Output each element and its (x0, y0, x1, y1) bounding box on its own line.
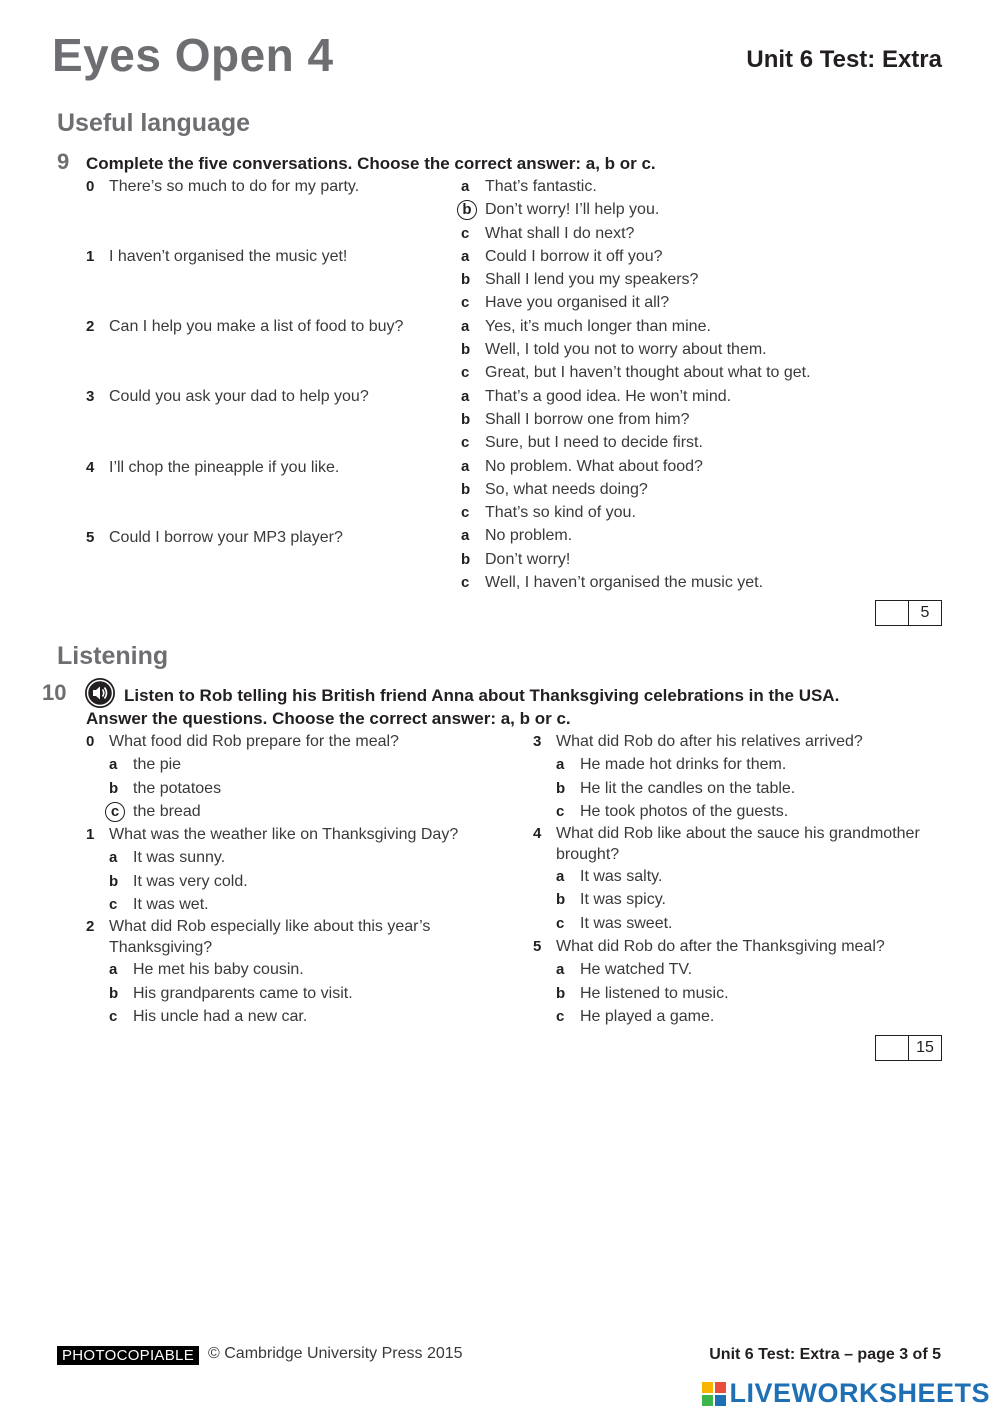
answer-circle: c (105, 802, 125, 822)
option-0b-circled[interactable]: b Don’t worry! I’ll help you. (461, 198, 811, 221)
listening-heading: Listening (57, 642, 169, 670)
question-1-option-b[interactable]: b It was very cold. (109, 872, 248, 890)
option-2b[interactable]: b Well, I told you not to worry about them. (461, 341, 767, 359)
liveworksheets-logo-icon (701, 1381, 727, 1407)
option-2c[interactable]: c Great, but I haven’t thought about what to get. (461, 364, 811, 382)
option-5a[interactable]: a No problem. (461, 527, 573, 545)
option-2a[interactable]: a Yes, it’s much longer than mine. (461, 317, 711, 335)
question-4-option-c[interactable]: c It was sweet. (556, 914, 673, 932)
option-1c[interactable]: c Have you organised it all? (461, 294, 670, 312)
question-2-option-b[interactable]: b His grandparents came to visit. (109, 984, 353, 1002)
speaker-icon (85, 678, 115, 708)
question-2: 2 What did Rob especially like about this year’s Thanksgiving? (86, 918, 431, 957)
question-4: 4 What did Rob like about the sauce his grandmother brought? (533, 825, 920, 864)
question-5-option-b[interactable]: b He listened to music. (556, 984, 729, 1002)
book-title: Eyes Open 4 (52, 29, 334, 81)
question-3-option-b[interactable]: b He lit the candles on the table. (556, 779, 796, 797)
option-0a[interactable]: a That’s fantastic. (461, 178, 597, 195)
liveworksheets-text: LIVEWORKSHEETS (729, 1378, 990, 1408)
listening-left-column (86, 730, 486, 1028)
question-5-option-c[interactable]: c He played a game. (556, 1007, 715, 1025)
audio-speaker-icon[interactable] (85, 678, 115, 708)
question-0: 0 What food did Rob prepare for the meal? (86, 733, 399, 750)
exercise-9-number: 9 (57, 149, 70, 174)
question-1-option-a[interactable]: a It was sunny. (109, 849, 226, 867)
listening-right-column (533, 730, 943, 1028)
conversation-3-prompt: 3 Could you ask your dad to help you? (86, 388, 369, 405)
unit-title: Unit 6 Test: Extra (746, 46, 942, 73)
conversation-0-prompt: 0 There’s so much to do for my party. (86, 178, 360, 195)
question-3-option-a[interactable]: a He made hot drinks for them. (556, 756, 787, 774)
score-input[interactable] (876, 601, 909, 625)
question-3: 3 What did Rob do after his relatives arrived? (533, 733, 863, 750)
conversation-4-prompt: 4 I’ll chop the pineapple if you like. (86, 459, 340, 476)
exercise-10-instruction-line1: Listen to Rob telling his British friend Anna about Thanksgiving celebrations in the USA. (124, 686, 840, 705)
liveworksheets-logo[interactable] (701, 1378, 990, 1409)
question-1-option-c[interactable]: c It was wet. (109, 896, 209, 914)
score-total: 5 (920, 604, 930, 621)
question-4-option-a[interactable]: a It was salty. (556, 868, 663, 886)
conversation-options-list (461, 175, 811, 594)
question-0-option-c-circled[interactable]: c the bread (86, 800, 486, 823)
score-input[interactable] (876, 1036, 909, 1060)
option-5b[interactable]: b Don’t worry! (461, 550, 571, 568)
exercise-10-instruction-line2: Answer the questions. Choose the correct answer: a, b or c. (86, 709, 571, 728)
useful-language-heading: Useful language (57, 109, 251, 137)
option-4b[interactable]: b So, what needs doing? (461, 480, 648, 498)
question-5: 5 What did Rob do after the Thanksgiving meal? (533, 938, 885, 956)
question-0-option-a[interactable]: a the pie (109, 756, 182, 774)
option-3c[interactable]: c Sure, but I need to decide first. (461, 434, 703, 452)
option-3b[interactable]: b Shall I borrow one from him? (461, 410, 690, 428)
question-5-option-a[interactable]: a He watched TV. (556, 961, 693, 979)
option-4a[interactable]: a No problem. What about food? (461, 457, 703, 475)
conversation-5-prompt: 5 Could I borrow your MP3 player? (86, 529, 343, 546)
question-0-option-b[interactable]: b the potatoes (109, 779, 222, 797)
conversation-2-prompt: 2 Can I help you make a list of food to buy? (86, 318, 404, 335)
question-2-option-c[interactable]: c His uncle had a new car. (109, 1007, 308, 1025)
question-3-option-c[interactable]: c He took photos of the guests. (556, 802, 789, 820)
option-5c[interactable]: c Well, I haven’t organised the music yet. (461, 574, 764, 592)
option-0c[interactable]: c What shall I do next? (461, 224, 635, 242)
exercise-9-instruction: Complete the five conversations. Choose the correct answer: a, b or c. (86, 154, 656, 173)
question-4-option-b[interactable]: b It was spicy. (556, 891, 666, 909)
conversation-1-prompt: 1 I haven’t organised the music yet! (86, 248, 348, 265)
option-1b[interactable]: b Shall I lend you my speakers? (461, 271, 699, 289)
option-1a[interactable]: a Could I borrow it off you? (461, 247, 663, 265)
option-3a[interactable]: a That’s a good idea. He won’t mind. (461, 387, 732, 405)
score-box-exercise-10 (875, 1035, 942, 1061)
exercise-10-number: 10 (42, 680, 67, 705)
question-2-option-a[interactable]: a He met his baby cousin. (109, 961, 304, 979)
question-1: 1 What was the weather like on Thanksgiving Day? (86, 826, 459, 844)
score-box-exercise-9 (875, 600, 942, 626)
photocopiable-badge: PHOTOCOPIABLE (57, 1346, 199, 1365)
answer-circle: b (457, 200, 477, 220)
copyright-notice: © Cambridge University Press 2015 (208, 1345, 463, 1362)
page-label: Unit 6 Test: Extra – page 3 of 5 (709, 1346, 941, 1363)
option-4c[interactable]: c That’s so kind of you. (461, 504, 636, 522)
score-total: 15 (916, 1039, 934, 1056)
